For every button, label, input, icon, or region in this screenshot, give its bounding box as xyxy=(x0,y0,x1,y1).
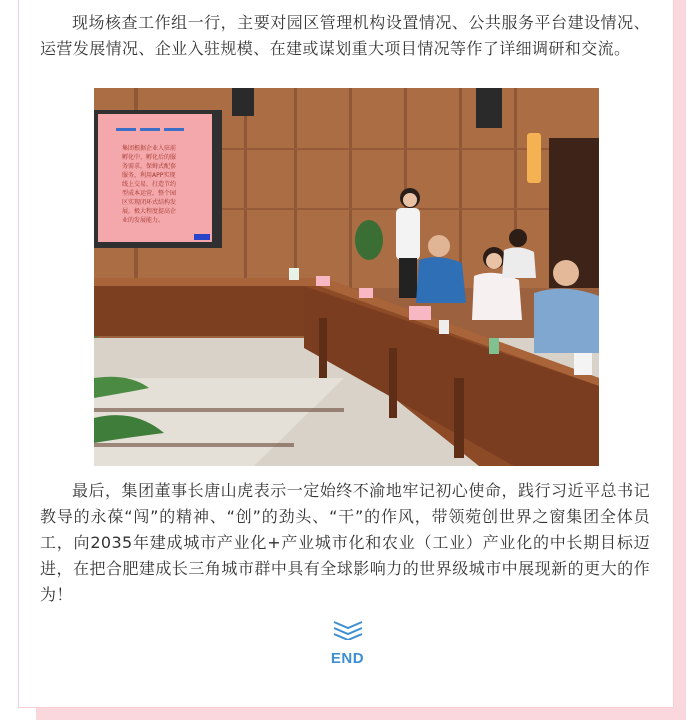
meeting-photo xyxy=(94,88,599,466)
screen-text-line: 业的发展能力。 xyxy=(122,217,165,224)
screen-text-line: 区实现闭环式结构发 xyxy=(122,199,177,206)
article-paragraph-1: 现场核查工作组一行，主要对园区管理机构设置情况、公共服务平台建设情况、运营发展情况、企业入驻规模、在建或谋划重大项目情况等作了详细调研和交流。 xyxy=(40,13,650,58)
screen-text xyxy=(122,144,176,224)
wall-lamp xyxy=(527,133,541,183)
article-paragraph-2: 最后，集团董事长唐山虎表示一定始终不渝地牢记初心使命，践行习近平总书记教导的永葆“闯”的精神、“创”的劲头、“干”的作风，带领菀创世界之窗集团全体员工，向2035年建成城市产业化+产业城市化和农业（工业）产业化的中长期目标迈进，在把合肥建成长三角城市群中具有全球影响力的世界级城市中展现新的更大的作为！ xyxy=(40,481,650,604)
meeting-photo-illustration xyxy=(94,88,599,466)
screen-text-line: 务需求，保姆式配套 xyxy=(122,163,177,170)
speaker-left xyxy=(232,88,254,116)
screen-text-line: 型成本运营，整个园 xyxy=(122,190,177,197)
screen-text-line: 线上交易，打造节约 xyxy=(122,181,177,188)
table-plant xyxy=(355,220,383,260)
end-label: END xyxy=(330,650,365,667)
layers-chevron-icon xyxy=(330,618,366,640)
screen-text-line: 服务，利用APP实现 xyxy=(122,172,176,179)
screen-text-line: 孵化中、孵化后的服 xyxy=(122,154,177,161)
speaker-right xyxy=(476,88,502,128)
screen-text-line: 集团根据企业入驻前 xyxy=(122,145,177,152)
end-marker xyxy=(0,618,695,667)
screen-text-line: 展，极大程度提高企 xyxy=(122,208,177,215)
